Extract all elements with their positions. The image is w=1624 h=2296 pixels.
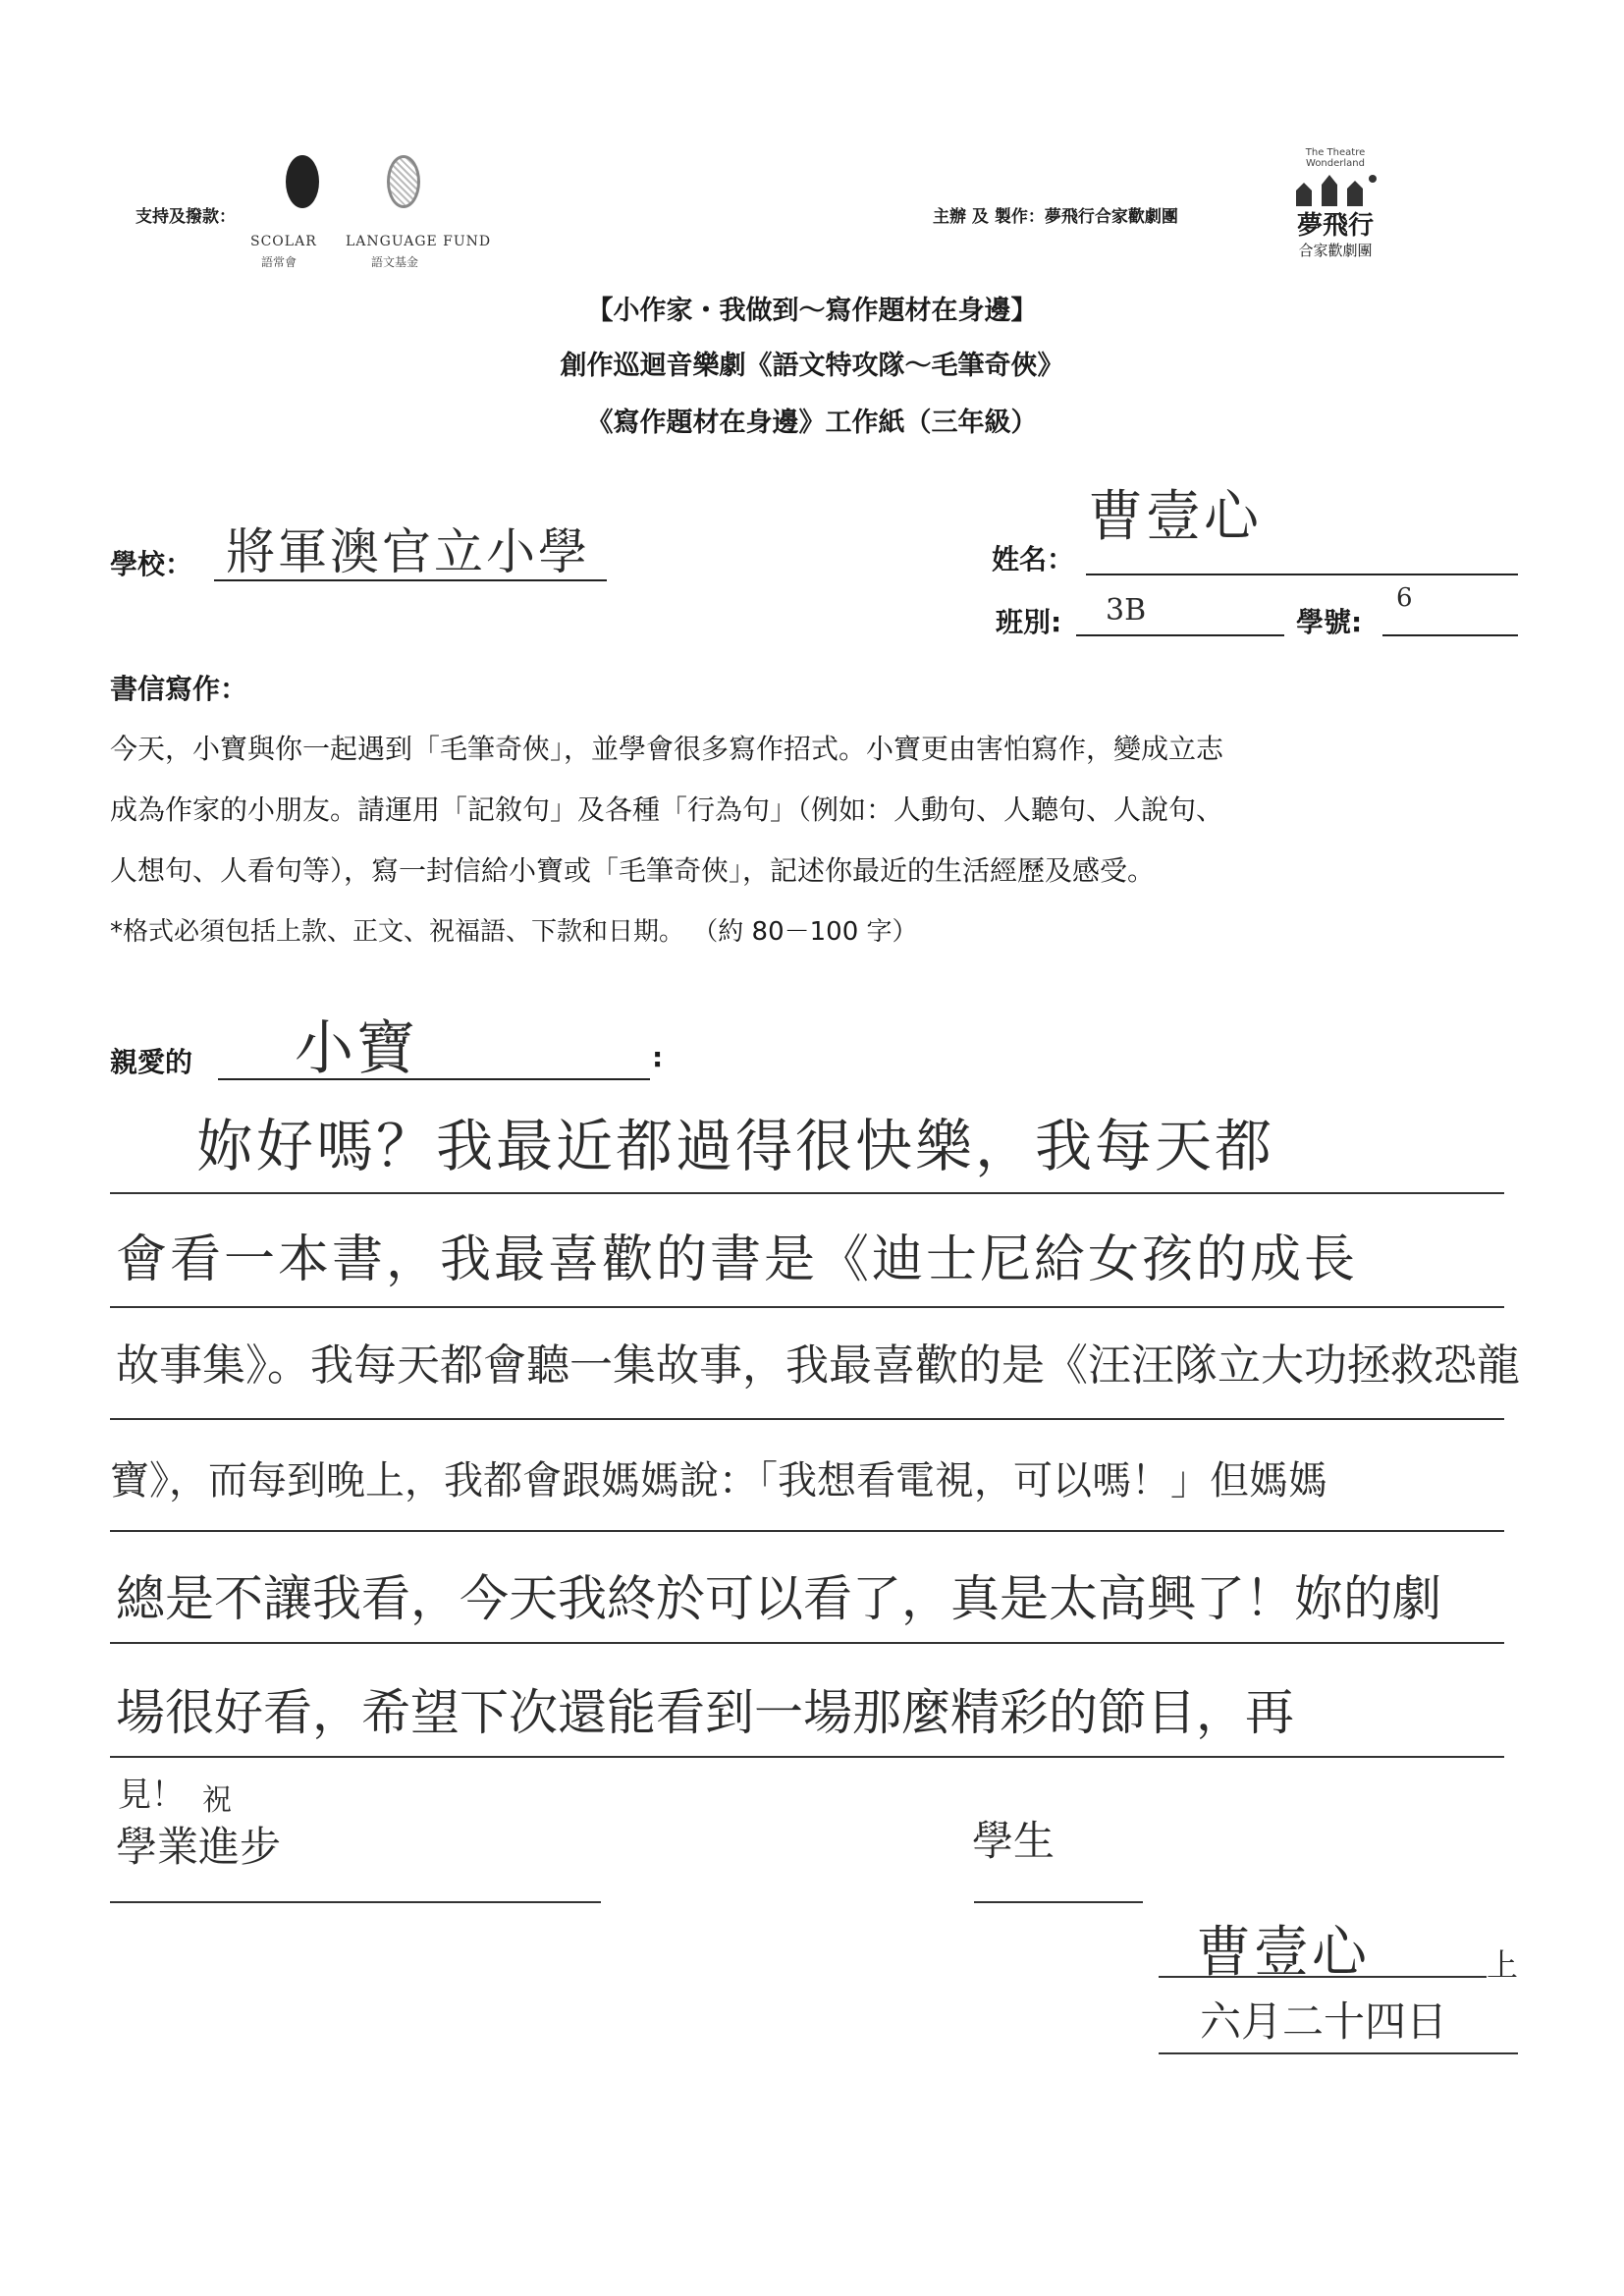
instruction-line: 成為作家的小朋友。請運用「記敘句」及各種「行為句」（例如：人動句、人聽句、人說句、: [110, 793, 1224, 826]
scolar-cn: 語常會: [261, 255, 298, 269]
letter-line: 寶》，而每到晚上，我都會跟媽媽說：「我想看電視，可以嗎！」但媽媽: [110, 1458, 1327, 1503]
letter-line: 場很好看，希望下次還能看到一場那麼精彩的節目，再: [116, 1684, 1294, 1741]
castle-icon: [1286, 169, 1384, 208]
signature: 曹壹心: [1196, 1921, 1370, 1985]
letter-date: 六月二十四日: [1200, 1997, 1448, 2046]
name-line: [1086, 574, 1518, 575]
name-label: 姓名：: [992, 543, 1075, 575]
instruction-line: 人想句、人看句等），寫一封信給小寶或「毛筆奇俠」，記述你最近的生活經歷及感受。: [110, 854, 1156, 887]
scolar-emblem-icon: [286, 155, 319, 208]
salutation-label: 親愛的: [110, 1046, 193, 1078]
language-fund-emblem-icon: [387, 155, 420, 208]
language-fund-logo: [387, 155, 420, 208]
writing-line: [110, 1530, 1504, 1532]
number-label: 學號:: [1296, 606, 1363, 638]
recipient-value: 小寶: [295, 1014, 418, 1083]
name-value: 曹壹心: [1088, 485, 1262, 549]
signoff-role: 學生: [972, 1817, 1056, 1865]
class-label: 班別:: [996, 606, 1062, 638]
theatre-cn: 夢飛行: [1296, 211, 1374, 241]
theatre-en: The Theatre Wonderland: [1305, 147, 1366, 169]
title-line-3: 《寫作題材在身邊》工作紙（三年級）: [586, 408, 1038, 438]
section-heading: 書信寫作：: [110, 673, 248, 705]
instruction-line: *格式必須包括上款、正文、祝福語、下款和日期。 （約 80－100 字）: [110, 917, 918, 947]
instructions-block: [110, 719, 1524, 962]
blessing-line: [110, 1901, 601, 1903]
title-line-2: 創作巡迴音樂劇《語文特攻隊～毛筆奇俠》: [560, 351, 1064, 381]
writing-line: [110, 1642, 1504, 1644]
letter-line: 妳好嗎？我最近都過得很快樂，我每天都: [196, 1113, 1275, 1179]
letter-line: 會看一本書，我最喜歡的書是《迪士尼給女孩的成長: [116, 1230, 1359, 1289]
salutation-colon: :: [652, 1041, 664, 1073]
signoff-suffix: 上: [1487, 1946, 1519, 1984]
support-label: 支持及撥款：: [135, 207, 236, 227]
fund-name: LANGUAGE FUND: [346, 234, 492, 249]
writing-line: [110, 1306, 1504, 1308]
school-label: 學校：: [110, 548, 193, 580]
class-line: [1076, 634, 1284, 636]
instruction-line: 今天，小寶與你一起遇到「毛筆奇俠」，並學會很多寫作招式。小寶更由害怕寫作，變成立志: [110, 733, 1224, 765]
date-line: [1159, 2052, 1518, 2054]
blessing-text: 學業進步: [116, 1823, 282, 1871]
signoff-role-line: [974, 1901, 1143, 1903]
theatre-cn2: 合家歡劇團: [1298, 242, 1373, 259]
letter-line: 見！: [118, 1776, 185, 1815]
number-value: 6: [1396, 583, 1413, 613]
number-line: [1382, 634, 1518, 636]
school-value: 將軍澳官立小學: [226, 523, 590, 580]
writing-line: [110, 1418, 1504, 1420]
blessing-label: 祝: [202, 1783, 232, 1818]
scolar-logo: [273, 155, 332, 208]
title-line-1: 【小作家・我做到～寫作題材在身邊】: [586, 296, 1038, 326]
recipient-line: [218, 1078, 650, 1080]
scolar-name: SCOLAR: [250, 234, 317, 249]
letter-line: 故事集》。我每天都會聽一集故事，我最喜歡的是《汪汪隊立大功拯救恐龍: [116, 1340, 1520, 1391]
signature-line: [1159, 1976, 1487, 1978]
class-value: 3B: [1106, 593, 1147, 628]
writing-line: [110, 1192, 1504, 1194]
organizer-text: 主辦 及 製作：夢飛行合家歡劇團: [933, 207, 1178, 227]
writing-line: [110, 1756, 1504, 1758]
fund-cn: 語文基金: [371, 255, 419, 269]
letter-line: 總是不讓我看，今天我終於可以看了，真是太高興了！妳的劇: [116, 1570, 1441, 1627]
theatre-logo: [1276, 147, 1394, 260]
